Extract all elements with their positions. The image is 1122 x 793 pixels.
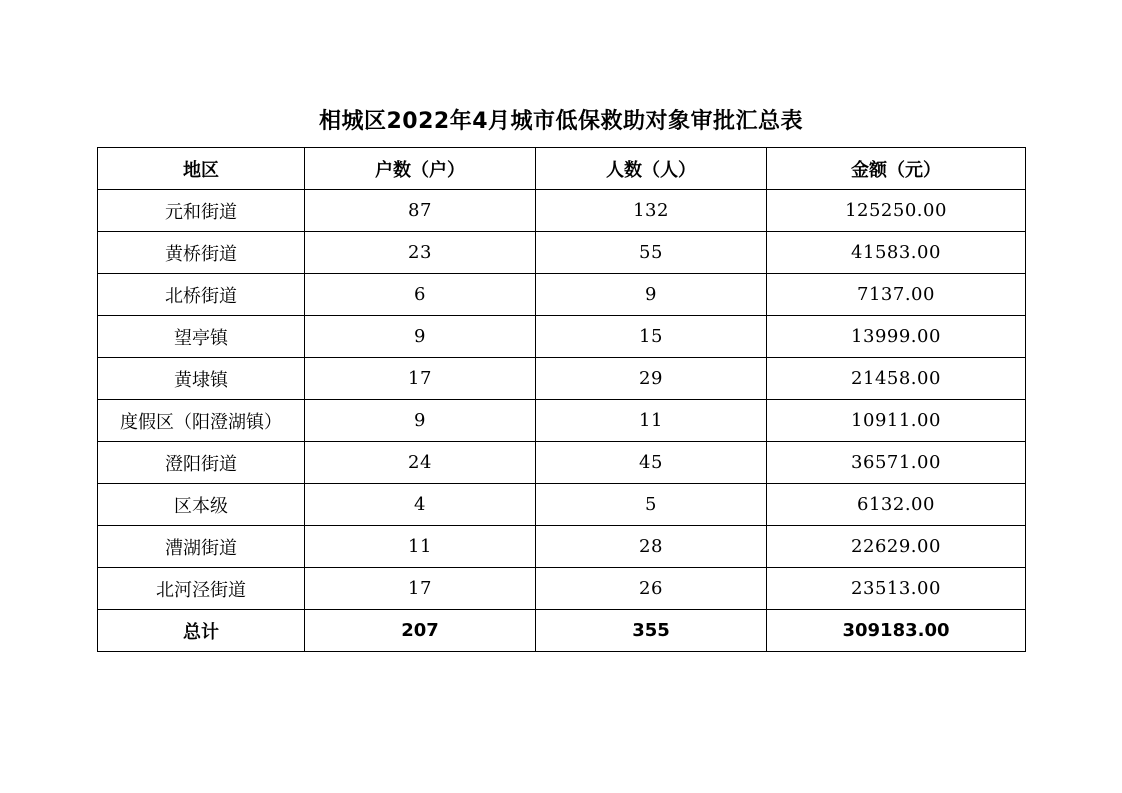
cell-people: 26 [536,568,767,610]
cell-people: 132 [536,190,767,232]
total-people: 355 [536,610,767,652]
table-row [98,526,1026,568]
table-header-row [98,148,1026,190]
table-row [98,442,1026,484]
cell-region: 北桥街道 [98,274,305,316]
total-households: 207 [305,610,536,652]
cell-amount: 36571.00 [767,442,1026,484]
cell-amount: 6132.00 [767,484,1026,526]
document-title: 相城区2022年4月城市低保救助对象审批汇总表 [318,109,804,134]
table-row [98,484,1026,526]
table-row [98,190,1026,232]
cell-amount: 41583.00 [767,232,1026,274]
table-row [98,568,1026,610]
total-label: 总计 [98,610,305,652]
cell-people: 55 [536,232,767,274]
cell-amount: 23513.00 [767,568,1026,610]
cell-region: 元和街道 [98,190,305,232]
total-row [98,610,1026,652]
table-row [98,274,1026,316]
summary-table [97,147,1026,652]
cell-households: 87 [305,190,536,232]
header-region: 地区 [98,148,305,190]
cell-people: 15 [536,316,767,358]
cell-amount: 10911.00 [767,400,1026,442]
table-row [98,358,1026,400]
cell-households: 9 [305,316,536,358]
cell-region: 漕湖街道 [98,526,305,568]
cell-households: 6 [305,274,536,316]
cell-households: 4 [305,484,536,526]
header-amount: 金额（元） [767,148,1026,190]
cell-people: 45 [536,442,767,484]
cell-amount: 13999.00 [767,316,1026,358]
cell-region: 澄阳街道 [98,442,305,484]
cell-region: 区本级 [98,484,305,526]
cell-people: 28 [536,526,767,568]
table-row [98,316,1026,358]
table-row [98,232,1026,274]
cell-people: 9 [536,274,767,316]
cell-region: 黄桥街道 [98,232,305,274]
cell-people: 11 [536,400,767,442]
cell-region: 北河泾街道 [98,568,305,610]
cell-amount: 125250.00 [767,190,1026,232]
cell-households: 9 [305,400,536,442]
cell-region: 度假区（阳澄湖镇） [98,400,305,442]
header-households: 户数（户） [305,148,536,190]
cell-households: 11 [305,526,536,568]
cell-amount: 22629.00 [767,526,1026,568]
cell-region: 望亭镇 [98,316,305,358]
cell-households: 17 [305,568,536,610]
cell-households: 17 [305,358,536,400]
cell-amount: 7137.00 [767,274,1026,316]
cell-amount: 21458.00 [767,358,1026,400]
cell-households: 24 [305,442,536,484]
cell-people: 5 [536,484,767,526]
total-amount: 309183.00 [767,610,1026,652]
table-row [98,400,1026,442]
cell-households: 23 [305,232,536,274]
cell-people: 29 [536,358,767,400]
header-people: 人数（人） [536,148,767,190]
cell-region: 黄埭镇 [98,358,305,400]
